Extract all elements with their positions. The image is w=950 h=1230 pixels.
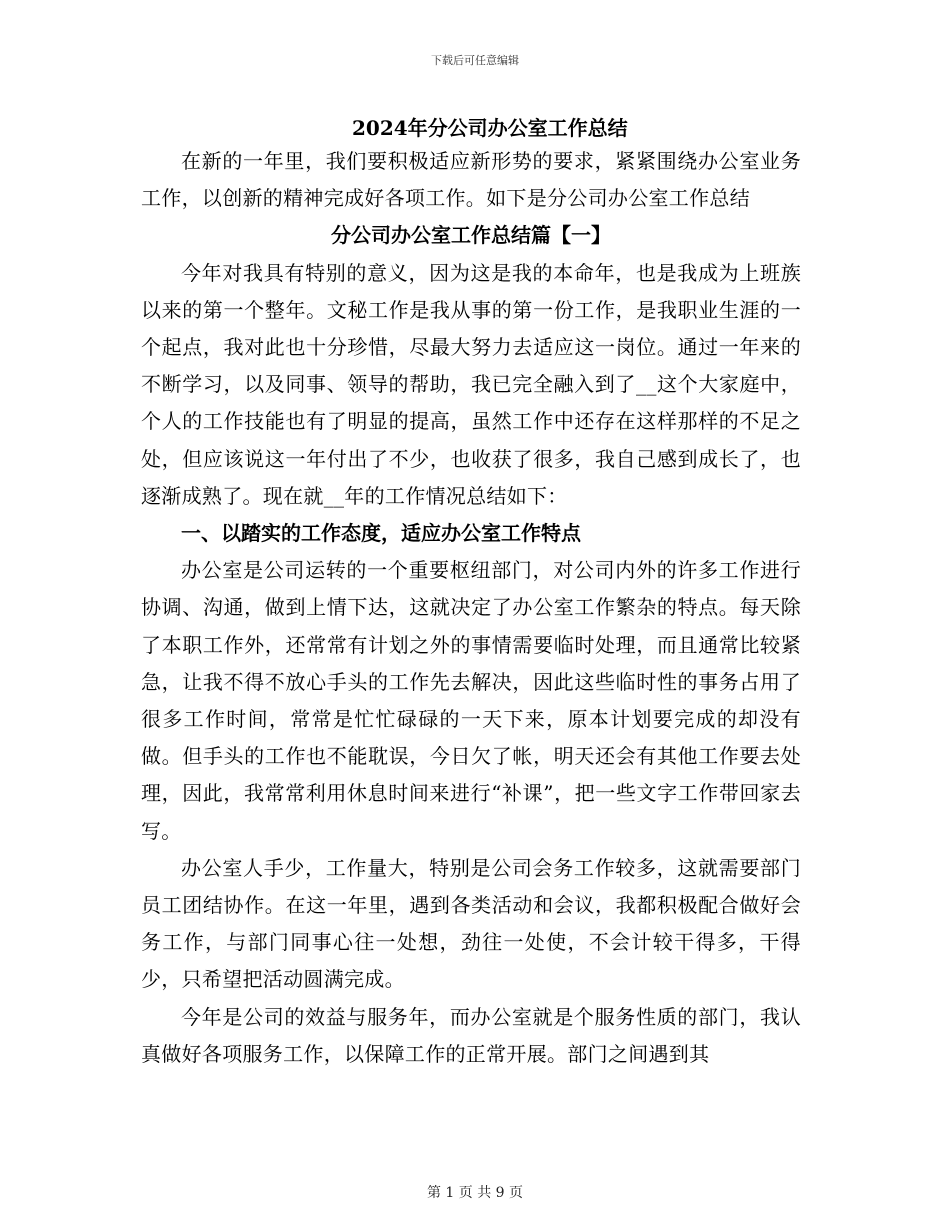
paragraph: 办公室人手少，工作量大，特别是公司会务工作较多，这就需要部门员工团结协作。在这一年里，遇到各类活动和会议，我都积极配合做好会务工作，与部门同事心往一处想，劲往一处使，不会计较干得多，干得少，只希望把活动圆满完成。: [141, 855, 801, 992]
section-title: 分公司办公室工作总结篇【一】: [331, 223, 611, 248]
paragraph: 今年对我具有特别的意义，因为这是我的本命年，也是我成为上班族以来的第一个整年。文秘工作是我从事的第一份工作，是我职业生涯的一个起点，我对此也十分珍惜，尽最大努力去适应这一岗位。通过一年来的不断学习，以及同事、领导的帮助，我已完全融入到了__这个大家庭中，个人的工作技能也有了明显的提高，虽然工作中还存在这样那样的不足之处，但应该说这一年付出了不少，也收获了很多，我自己感到成长了，也逐渐成熟了。现在就__年的工作情况总结如下：: [141, 260, 801, 508]
page-number: 第 1 页 共 9 页: [426, 1185, 524, 1201]
heading-1: 一、以踏实的工作态度，适应办公室工作特点: [181, 521, 581, 546]
document-title: 2024年分公司办公室工作总结: [352, 116, 628, 140]
paragraph: 办公室是公司运转的一个重要枢纽部门，对公司内外的许多工作进行协调、沟通，做到上情下达，这就决定了办公室工作繁杂的特点。每天除了本职工作外，还常常有计划之外的事情需要临时处理，而且通常比较紧急，让我不得不放心手头的工作先去解决，因此这些临时性的事务占用了很多工作时间，常常是忙忙碌碌的一天下来，原本计划要完成的却没有做。但手头的工作也不能耽误，今日欠了帐，明天还会有其他工作要去处理，因此，我常常利用休息时间来进行“补课”，把一些文字工作带回家去写。: [141, 558, 801, 843]
paragraph: 今年是公司的效益与服务年，而办公室就是个服务性质的部门，我认真做好各项服务工作，以保障工作的正常开展。部门之间遇到其: [141, 1004, 801, 1066]
document-body: [141, 114, 801, 1073]
intro-paragraph: 在新的一年里，我们要积极适应新形势的要求，紧紧围绕办公室业务工作，以创新的精神完成好各项工作。如下是分公司办公室工作总结: [141, 149, 801, 211]
header-note: 下载后可任意编辑: [431, 54, 519, 67]
